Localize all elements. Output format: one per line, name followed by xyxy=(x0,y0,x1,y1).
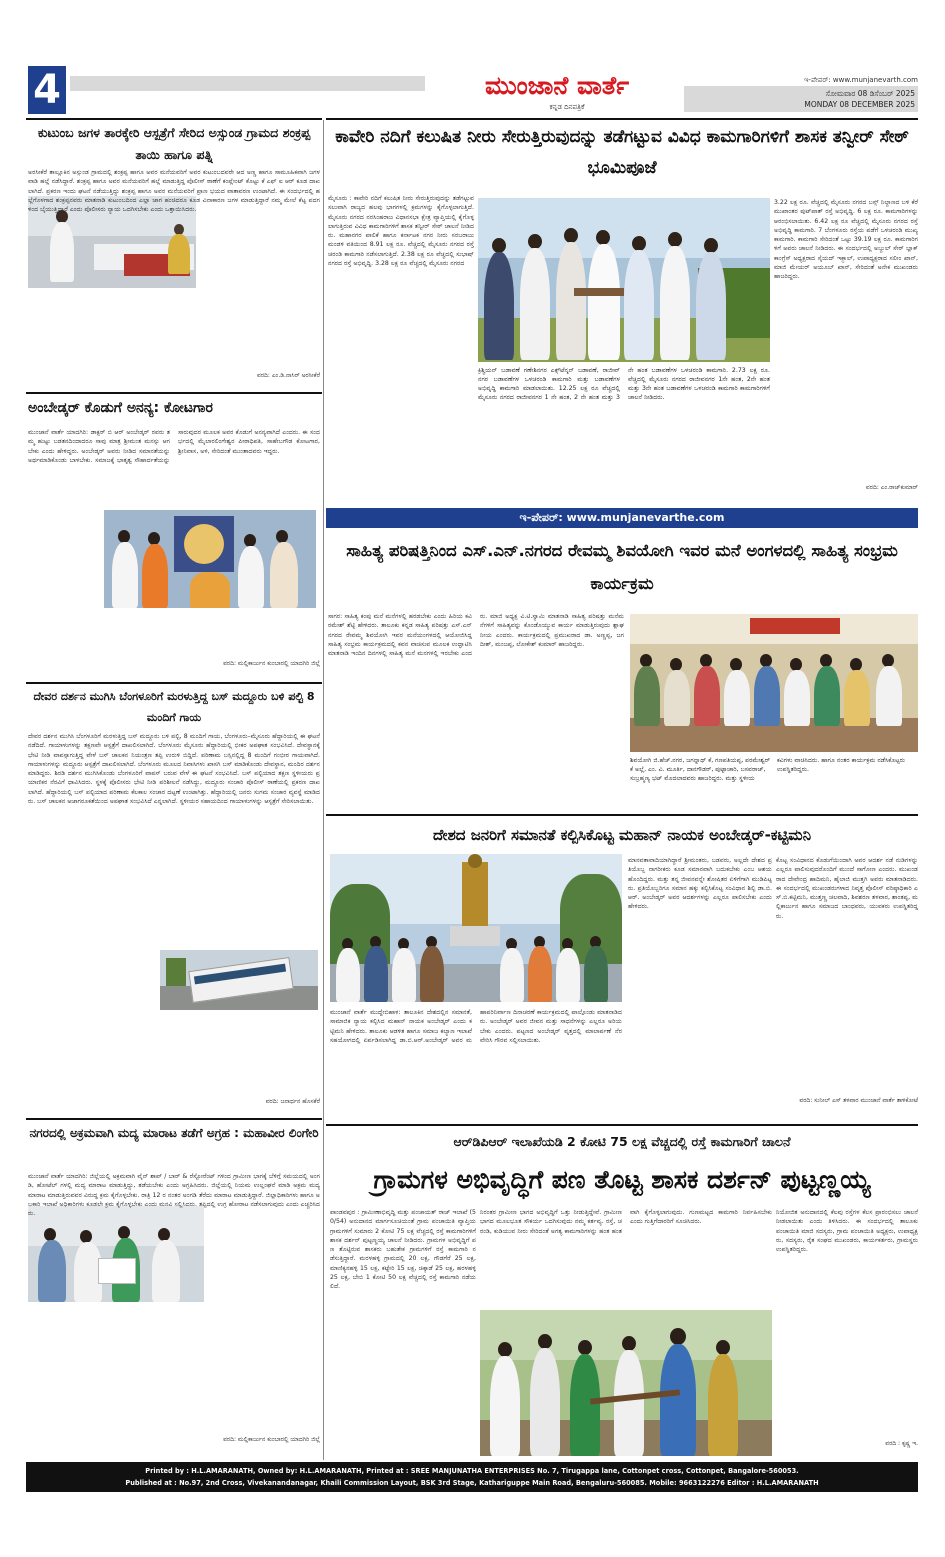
story6-body-mid: ಮಾನವತಾವಾದಿಯಾಗಿದ್ದಾರೆ ಶ್ರೀಮಂತರು, ಬಡವರು, ಅಲ್ಲದೇ ದೇಶದ ಪ್ರತಿಯೊಬ್ಬ ನಾಗರೀಕರು ಕೂಡ ಸಮಾನವಾಗಿ ಬದುಕಬೇಕು ಎಂಬ ಆಶಯ ಹೊಂದಿದ್ದರು. ಮತ್ತು ತನ್ನ ಜೀವನವನ್ನೇ ಶೋಷಿತರ ಏಳಿಗೆಗಾಗಿ ಮುಡಿಪಿಟ್ಟರು. ಪ್ರತಿಯೊಬ್ಬರಿಗೂ ಸಮಾನ ಹಕ್ಕು ಕಲ್ಪಿಸಿಕೊಟ್ಟ ಸಂವಿಧಾನ ಶಿಲ್ಪಿ ಡಾ.ಬಿ.ಆರ್. ಅಂಬೇಡ್ಕರ್ ಅವರ ಆದರ್ಶಗಳನ್ನು ಎಲ್ಲರೂ ಪಾಲಿಸಬೇಕು ಎಂದು ಹೇಳಿದರು. xyxy=(628,857,772,911)
story2-credit: ವರದಿ: ಎಂ.ರಾಜ್‌ಕುಮಾರ್ xyxy=(865,484,918,491)
story2-body-left: ಮೈಸೂರು : ಕಾವೇರಿ ನದಿಗೆ ಕಲುಷಿತ ನೀರು ಸೇರುತ್ತಿರುವುದನ್ನು ತಡೆಗಟ್ಟುವ ಸಲುವಾಗಿ ರಾಜ್ಯದ ಹಲವು ಭಾಗಗಳಲ್ಲಿ ಕ್ರಮಗಳನ್ನು ಕೈಗೊಳ್ಳಲಾಗುತ್ತಿದೆ. ಮೈಸೂರು ನಗರದ ನರಸಿಂಹರಾಜ ವಿಧಾನಸಭಾ ಕ್ಷೇತ್ರ ವ್ಯಾಪ್ತಿಯಲ್ಲಿ ಕೈಗೊಳ್ಳಲಾಗುತ್ತಿರುವ ವಿವಿಧ ಕಾಮಗಾರಿಗಳಿಗೆ ಶಾಸಕ ತನ್ವೀರ್ ಸೇಠ್ ಚಾಲನೆ ನೀಡಿದರು. ಮಹಾನಗರ ಪಾಲಿಕೆ ಹಾಗೂ ಕರ್ನಾಟಕ ನಗರ ನೀರು ಸರಬರಾಜು ಮಂಡಳಿ ವತಿಯಿಂದ 8.91 ಲಕ್ಷ ರೂ. ವೆಚ್ಚದಲ್ಲಿ ಮೈಸೂರು ನಗರದ ರಸ್ತೆ ಚರಂಡಿ ಕಾಮಗಾರಿ ನಡೆಸಲಾಗುತ್ತಿದೆ. 2.38 ಲಕ್ಷ ರೂ ವೆಚ್ಚದಲ್ಲಿ ಸುಭಾಷ್ ನಗರದ ರಸ್ತೆ ಅಭಿವೃದ್ಧಿ. 3.28 ಲಕ್ಷ ರೂ ವೆಚ್ಚದಲ್ಲಿ ಮೈಸೂರು ನಗರದ xyxy=(328,195,474,268)
story8-photo xyxy=(480,1310,772,1456)
masthead-title: ಮುಂಜಾನೆ ವಾರ್ತೆ xyxy=(484,71,630,100)
rule xyxy=(26,1118,322,1120)
story4-credit: ವರದಿ: ಜನಾರ್ಧನ ಹೊಸಕೆರೆ xyxy=(265,1098,320,1105)
epaper-banner xyxy=(326,508,918,528)
story8-headline-1: ಆರ್‌ಡಿಪಿಆರ್ ಇಲಾಖೆಯಡಿ 2 ಕೋಟಿ 75 ಲಕ್ಷ ವೆಚ್ಚದಲ್ಲಿ ರಸ್ತೆ ಕಾಮಗಾರಿಗೆ ಚಾಲನೆ xyxy=(453,1134,791,1149)
story8-headline-2: ಗ್ರಾಮಗಳ ಅಭಿವೃದ್ಧಿಗೆ ಪಣ ತೊಟ್ಟ ಶಾಸಕ ದರ್ಶನ್ ಪುಟ್ಟಣ್ಣಯ್ಯ xyxy=(373,1165,871,1194)
story2-photo xyxy=(478,198,770,362)
imprint-line-1: Printed by : H.L.AMARANATH, Owned by: H.L.AMARANATH, Printed at : SREE MANJUNATHA ENTERPRISES No. 7, Tirugappa lane, Cottonpet cross, Cottonpet, Bangalore-560053. xyxy=(145,1467,799,1475)
masthead-tagline: ಕನ್ನಡ ದಿನಪತ್ರಿಕೆ xyxy=(549,103,585,111)
imprint-footer xyxy=(26,1462,918,1492)
story8-body-right: ನಿಯೋಜಿತ ಅನುದಾನದಲ್ಲಿ ಕೆಲವು ರಸ್ತೆಗಳ ಕೆಲಸ ಪ್ರಾರಂಭಿಸಲು ಚಾಲನೆ ನೀಡಲಾಯಿತು ಎಂದು ತಿಳಿಸಿದರು. ಈ ಸಂದರ್ಭದಲ್ಲಿ ತಾಲೂಕು ಪಂಚಾಯಿತಿ ಮಾಜಿ ಸದಸ್ಯರು, ಗ್ರಾಮ ಪಂಚಾಯಿತಿ ಅಧ್ಯಕ್ಷರು, ಉಪಾಧ್ಯಕ್ಷರು, ಸದಸ್ಯರು, ರೈತ ಸಂಘದ ಮುಖಂಡರು, ಕಾರ್ಯಕರ್ತರು, ಗ್ರಾಮಸ್ಥರು ಉಪಸ್ಥಿತರಿದ್ದರು. xyxy=(776,1209,918,1254)
story3-credit: ವರದಿ: ಮಲ್ಲಿಕಾರ್ಜುನ ಕುಂಬಾರಲ್ಲಿ ಯಾದಗಿರಿ ಜಿಲ್ಲೆ xyxy=(223,660,320,667)
story6-body-bottom: ಮುಂಜಾನೆ ವಾರ್ತೆ ಮುದ್ದೇಬಿಹಾಳ: ತಾಲೂಕಿನ ದೇಶದಲ್ಲಿನ ಸಮಾನತೆ, ಸಾಮಾಜಿಕ ನ್ಯಾಯ ಕಲ್ಪಿಸಿದ ಮಹಾನ್ ನಾಯಕ ಅಂಬೇಡ್ಕರ್ ಎಂದು ಕಟ್ಟಿಮನಿ ಹೇಳಿದರು. ತಾಲೂಕು ಆಡಳಿತ ಹಾಗೂ ಸಮಾಜ ಕಲ್ಯಾಣ ಇಲಾಖೆ ಸಹಯೋಗದಲ್ಲಿ ಏರ್ಪಡಿಸಲಾಗಿದ್ದ ಡಾ.ಬಿ.ಆರ್.ಅಂಬೇಡ್ಕರ್ ಅವರ ಮಹಾಪರಿನಿರ್ವಾಣ ದಿನಾಚರಣೆ ಕಾರ್ಯಕ್ರಮದಲ್ಲಿ ಪಾಲ್ಗೊಂಡು ಮಾತನಾಡಿದರು. ಅಂಬೇಡ್ಕರ್ ಅವರ ಜೀವನ ಮತ್ತು ಸಾಧನೆಗಳನ್ನು ಎಲ್ಲರೂ ಅರಿಯಬೇಕು ಎಂದರು. ಪಟ್ಟಣದ ಅಂಬೇಡ್ಕರ್ ವೃತ್ತದಲ್ಲಿ ಮಾಲಾರ್ಪಣೆ ನೆರವೇರಿಸಿ ಗೌರವ ಸಲ್ಲಿಸಲಾಯಿತು. xyxy=(330,1009,622,1044)
story8-credit: ವರದಿ : ಕೃಷ್ಣ ಇ. xyxy=(885,1440,918,1447)
masthead-rule-left xyxy=(70,76,425,91)
column-divider xyxy=(323,120,324,1460)
story6-headline: ದೇಶದ ಜನರಿಗೆ ಸಮಾನತೆ ಕಲ್ಪಿಸಿಕೊಟ್ಟ ಮಹಾನ್ ನಾಯಕ ಅಂಬೇಡ್ಕರ್-ಕಟ್ಟಿಮನಿ xyxy=(432,826,812,844)
story1-headline: ಕುಟುಂಬ ಜಗಳ ತಾರಕ್ಕೇರಿ ಆಸ್ಪತ್ರೆಗೆ ಸೇರಿದ ಅಸ್ಸುಂಡ ಗ್ರಾಮದ ಶಂಕ್ರಪ್ಪ ತಾಯಿ ಹಾಗೂ ಪತ್ನಿ xyxy=(37,125,311,162)
page-number-box xyxy=(28,66,66,114)
story6-body-right: ಕೊಟ್ಟ ಸಂವಿಧಾನದ ಕೊಡುಗೆಯಿಂದಾಗಿ ಅವರ ಆದರ್ಶ ನಡೆ ನುಡಿಗಳನ್ನು ಎಲ್ಲರೂ ಪಾಲಿಸುವುದರೊಂದಿಗೆ ಮುಂದೆ ಸಾಗೋಣ ಎಂದರು. ಮುಖಂಡರಾದ ದೇವೇಂದ್ರ ಹಾದಿಮನಿ, ಹೈಲಾಜಿ ಮುತ್ತಗಿ ಅವರು ಮಾತನಾಡಿದರು. ಈ ಸಂದರ್ಭದಲ್ಲಿ ಮುಖಂಡರುಗಳಾದ ನಿವೃತ್ತ ಪೊಲೀಸ್ ವರಿಷ್ಠಾಧಿಕಾರಿ ಎಸ್.ಬಿ.ಕಟ್ಟಿಮನಿ, ಮುತ್ತಣ್ಣ ಚಲವಾದಿ, ಶಿವಶರಣ ತಳವಾರ, ಶಾಂತಪ್ಪ, ಮಲ್ಲಿಕಾರ್ಜುನ ಹಾಗೂ ಸಮಾಜದ ಬಾಂಧವರು, ಯುವಕರು ಉಪಸ್ಥಿತರಿದ್ದರು. xyxy=(776,857,918,920)
rule xyxy=(326,1124,918,1126)
story6-photo xyxy=(330,854,622,1002)
story3-photo xyxy=(104,510,316,608)
rule xyxy=(326,814,918,816)
imprint-line-2: Published at : No.97, 2nd Cross, Vivekanandanagar, Khaili Commission Layout, BSK 3rd Stage, Kathariguppe Main Road, Bengaluru-560085. Mobile: 9663122276 Editor : H.L.AMARANATH xyxy=(125,1479,819,1487)
story2-headline: ಕಾವೇರಿ ನದಿಗೆ ಕಲುಷಿತ ನೀರು ಸೇರುತ್ತಿರುವುದನ್ನು ತಡೆಗಟ್ಟುವ ವಿವಿಧ ಕಾಮಗಾರಿಗಳಿಗೆ ಶಾಸಕ ತನ್ವೀರ್ ಸೇಠ್ ಭೂಮಿಪೂಜೆ xyxy=(335,127,909,178)
story5-headline: ಸಾಹಿತ್ಯ ಪರಿಷತ್ತಿನಿಂದ ಎಸ್.ಎನ್.ನಗರದ ರೇವಮ್ಮ ಶಿವಯೋಗಿ ಇವರ ಮನೆ ಅಂಗಳದಲ್ಲಿ ಸಾಹಿತ್ಯ ಸಂಭ್ರಮ ಕಾರ್ಯಕ್ರಮ xyxy=(346,541,898,593)
story7-credit: ವರದಿ: ಮಲ್ಲಿಕಾರ್ಜುನ ಕುಂಬಾರಲ್ಲಿ ಯಾದಗಿರಿ ಜಿಲ್ಲೆ xyxy=(223,1436,320,1443)
masthead-date-box xyxy=(684,86,918,112)
story8-body-left: ಪಾಂಡವಪುರ : ಗ್ರಾಮೀಣಾಭಿವೃದ್ಧಿ ಮತ್ತು ಪಂಚಾಯತ್ ರಾಜ್ ಇಲಾಖೆ (50/54) ಅನುದಾನದ ಮಾರ್ಗಸೂಚಿಯಂತೆ ಗ್ರಾಮ ಪಂಚಾಯಿತಿ ವ್ಯಾಪ್ತಿಯ ಗ್ರಾಮಗಳಿಗೆ ಸುಮಾರು 2 ಕೋಟಿ 75 ಲಕ್ಷ ವೆಚ್ಚದಲ್ಲಿ ರಸ್ತೆ ಕಾಮಗಾರಿಗಳಿಗೆ ಶಾಸಕ ದರ್ಶನ್ ಪುಟ್ಟಣ್ಣಯ್ಯ ಚಾಲನೆ ನೀಡಿದರು. ಗ್ರಾಮಗಳ ಅಭಿವೃದ್ಧಿಗೆ ಪಣ ತೊಟ್ಟಿರುವ ಶಾಸಕರು ಬಹುತೇಕ ಗ್ರಾಮಗಳಿಗೆ ರಸ್ತೆ ಕಾಮಗಾರಿ ನಡೆಸುತ್ತಿದ್ದಾರೆ. ಮರಳಹಳ್ಳಿ ಗ್ರಾಮದಲ್ಲಿ 20 ಲಕ್ಷ, ಗೌಡಗೆರೆ 25 ಲಕ್ಷ, ಮಾಣಿಕ್ಯನಹಳ್ಳಿ 15 ಲಕ್ಷ, ಕಟ್ಟೇರಿ 15 ಲಕ್ಷ, ಚಿಕ್ಕಾಡೆ 25 ಲಕ್ಷ, ಹರಳಹಳ್ಳಿ 25 ಲಕ್ಷ, ಬೇಬಿ 1 ಕೋಟಿ 50 ಲಕ್ಷ ವೆಚ್ಚದಲ್ಲಿ ರಸ್ತೆ ಕಾಮಗಾರಿ ನಡೆಯಲಿದೆ. xyxy=(330,1209,476,1291)
story7-headline: ನಗರದಲ್ಲಿ ಅಕ್ರಮವಾಗಿ ಮದ್ಯ ಮಾರಾಟ ತಡೆಗೆ ಅಗ್ರಹ : ಮಹಾವೀರ ಲಿಂಗೇರಿ xyxy=(29,1126,319,1140)
story3-body: ಮುಂಜಾನೆ ವಾರ್ತೆ ಯಾದಗಿರಿ: ಡಾಕ್ಟರ್ ಬಿ ಆರ್ ಅಂಬೇಡ್ಕರ್ ರವರು ತಮ್ಮ ಹುಟ್ಟು ಬಡತನದಿಂದಾದರೂ ಸಾವು ಮಾತ್ರ ಶ್ರೀಮಂತ ಮನಸ್ಸು ಆಗಬೇಕು ಎಂದು ಹೇಳಿದ್ದರು. ಅಂಬೇಡ್ಕರ್ ಅವರು ನೀಡಿದ ಸಮಾನತೆಯನ್ನು ಅರ್ಥಮಾಡಿಕೊಂಡು ಬಾಳಬೇಕು. ಸಮಾಜಕ್ಕೆ ಭಾತೃತ್ವ ಸೌಹಾರ್ದತೆಯನ್ನು ಸಾರುವುದರ ಮೂಲಕ ಅವರ ಕೊಡುಗೆ ಅನನ್ಯವಾಗಿದೆ ಎಂದರು. ಈ ಸಂದರ್ಭದಲ್ಲಿ ಮೈಲಾರಲಿಂಗೇಶ್ವರ ಪೀಠಾಧಿಪತಿ, ಸಾಹೇಬಗೌಡ ಕೋಟಗಾರ, ಶ್ರೀನಿವಾಸ, ಅಳಿ, ಸೇರಿದಂತೆ ಮುಂತಾದವರು ಇದ್ದರು. xyxy=(28,429,320,464)
story2-body-right: 3.22 ಲಕ್ಷ ರೂ. ವೆಚ್ಚದಲ್ಲಿ ಮೈಸೂರು ನಗರದ ಬಸ್ಸ್ ನಿಲ್ದಾಣದ ಬಳಿ ಕೆರೆ ಮುಖಾಂತರ ಪುಟ್‌ಪಾತ್ ರಸ್ತೆ ಅಭಿವೃದ್ಧಿ. 6 ಲಕ್ಷ ರೂ. ಕಾಮಗಾರಿಗಳನ್ನು ಆರಂಭಿಸಲಾಯಿತು. 6.42 ಲಕ್ಷ ರೂ ವೆಚ್ಚದಲ್ಲಿ ಮೈಸೂರು ನಗರದ ರಸ್ತೆ ಅಭಿವೃದ್ಧಿ ಕಾಮಗಾರಿ. 7 ಬೆಂಗಳೂರು ರಸ್ತೆಯ ಪಡೆಗೆ ಒಳಚರಂಡಿ ಮುಖ್ಯ ಕಾಮಗಾರಿ. ಕಾಮಗಾರಿ ಸೇರಿದಂತೆ ಒಟ್ಟು 39.19 ಲಕ್ಷ ರೂ. ಕಾಮಗಾರಿಗಳಿಗೆ ಅವರು ಚಾಲನೆ ನೀಡಿದರು. ಈ ಸಂದರ್ಭದಲ್ಲಿ ಅಬ್ದುಲ್ ಸೇಠ್ ಬ್ಲಾಕ್ ಕಾಂಗ್ರೆಸ್ ಅಧ್ಯಕ್ಷರಾದ ಸೈಯದ್ ಇಕ್ಬಾಲ್, ಉಪಾಧ್ಯಕ್ಷರಾದ ಸಲೀಂ ಖಾನ್, ಮಾಜಿ ಮೇಯರ್ ಅಯೂಬ್ ಖಾನ್, ಸೇರಿದಂತೆ ಅನೇಕ ಮುಖಂಡರು ಹಾಜರಿದ್ದರು. xyxy=(774,199,918,281)
story4-headline: ದೇವರ ದರ್ಶನ ಮುಗಿಸಿ ಬೆಂಗಳೂರಿಗೆ ಮರಳುತ್ತಿದ್ದ ಬಸ್ ಮದ್ದೂರು ಬಳಿ ಪಲ್ಟಿ 8 ಮಂದಿಗೆ ಗಾಯ xyxy=(33,690,315,724)
rule xyxy=(26,392,322,394)
page-number: 4 xyxy=(33,67,61,113)
rule xyxy=(26,682,322,684)
story2-caption: ಕ್ರಿಶ್ಚಿಯನ್ ಬಡಾವಣೆ ಗಣೇಶಿನಗರ ಎಕ್ಸ್‌ಟೆನ್ಶನ್ ಬಡಾವಣೆ, ರಾಜೀವ್ ನಗರ ಬಡಾವಣೆಗಳ ಒಳಚರಂಡಿ ಕಾಮಗಾರಿ ಮತ್ತು ಬಡಾವಣೆಗಳ ಅಭಿವೃದ್ಧಿ ಕಾಮಗಾರಿ ಮಾಡಲಾಯಿತು. 12.25 ಲಕ್ಷ ರೂ ವೆಚ್ಚದಲ್ಲಿ ಮೈಸೂರು ನಗರದ ರಾಜೀವನಗರ 1 ನೇ ಹಂತ, 2 ನೇ ಹಂತ ಮತ್ತು 3 ನೇ ಹಂತ ಬಡಾವಣೆಗಳ ಒಳಚರಂಡಿ ಕಾಮಗಾರಿ. 2.73 ಲಕ್ಷ ರೂ. ವೆಚ್ಚದಲ್ಲಿ ಮೈಸೂರು ನಗರದ ರಾಜೀವನಗರ 1ನೇ ಹಂತ, 2ನೇ ಹಂತ ಮತ್ತು 3ನೇ ಹಂತ ಬಡಾವಣೆಗಳ ಒಳಚರಂಡಿ ಕಾಮಗಾರಿ ಕಾಮಗಾರಿಗಳಿಗೆ ಚಾಲನೆ ನೀಡಿದರು. xyxy=(478,367,770,401)
date-english: MONDAY 08 DECEMBER 2025 xyxy=(804,100,915,109)
epaper-link: ಇ-ಪೇಪರ್: www.munjanevarthe.com xyxy=(519,511,725,524)
rule xyxy=(326,118,918,120)
story5-body: ಸಾಗರ: ಸಾಹಿತ್ಯ ಕಂಪು ಮನೆ ಮನೆಗಳಲ್ಲಿ ಹರಡಬೇಕು ಎಂದು ಹಿರಿಯ ಕವಿ ರಮೇಶ್ ಶೆಟ್ಟಿ ಹೇಳಿದರು. ತಾಲೂಕು ಕನ್ನಡ ಸಾಹಿತ್ಯ ಪರಿಷತ್ತು ಎಸ್.ಎನ್ ನಗರದ ರೇವಮ್ಮ ಶಿವಯೋಗಿ ಇವರ ಮನೆಯಂಗಳದಲ್ಲಿ ಆಯೋಜಿಸಿದ್ದ ಸಾಹಿತ್ಯ ಸಂಭ್ರಮ ಕಾರ್ಯಕ್ರಮದಲ್ಲಿ ಕವನ ವಾಚಿಸುವ ಮೂಲಕ ಉದ್ಘಾಟಿಸಿ ಮಾತನಾಡಿ ಇಂದಿನ ದಿನಗಳಲ್ಲಿ ಸಾಹಿತ್ಯ ಮನೆ ಮನಗಳಲ್ಲಿ ಇರಬೇಕು ಎಂದರು. ಮಾಜಿ ಅಧ್ಯಕ್ಷ ವಿ.ಟಿ.ಸ್ವಾಮಿ ಮಾತನಾಡಿ ಸಾಹಿತ್ಯ ಪರಿಷತ್ತು ಮನೆಮನೆಗಳಿಗೆ ಸಾಹಿತ್ಯವನ್ನು ಕೊಂಡೊಯ್ಯುವ ಕಾರ್ಯ ಮಾಡುತ್ತಿರುವುದು ಶ್ಲಾಘನೀಯ ಎಂದರು. ಕಾರ್ಯಕ್ರಮದಲ್ಲಿ ಪ್ರಮುಖರಾದ ಡಾ. ಅಣ್ಣಪ್ಪ, ಜಗದೀಶ್, ಮಂಜಪ್ಪ, ಲೋಕೇಶ್ ಕುಮಾರ್ ಹಾಜರಿದ್ದರು. xyxy=(328,613,624,658)
story1-credit: ವರದಿ: ಎಂ.ಡಿ.ನಾಸಿರ್ ಅರಸೀಕೆರೆ xyxy=(257,372,320,379)
story7-body: ಮುಂಜಾನೆ ವಾರ್ತೆ ಯಾದಗಿರಿ: ಜಿಲ್ಲೆಯಲ್ಲಿ ಅಕ್ರಮವಾಗಿ ವೈನ್ ಶಾಪ್ / ಬಾರ್ & ರೆಸ್ಟೋರೆಂಟ್ ಗಳಿಂದ ಗ್ರಾಮೀಣ ಭಾಗಕ್ಕೆ ಬೆಳಿಗ್ಗೆ ಸಮಯದಲ್ಲಿ ಅಂಗಡಿ, ಹೋಟೆಲ್ ಗಳಲ್ಲಿ ಮದ್ಯ ಮಾರಾಟ ಮಾಡುತ್ತಿದ್ದು, ತಡೆಯಬೇಕು ಎಂದು ಅಗ್ರಹಿಸಿದರು. ಜಿಲ್ಲೆಯಲ್ಲಿ ನಿಯಮ ಉಲ್ಲಂಘನೆ ಮಾಡಿ ಅಕ್ರಮ ಮದ್ಯ ಮಾರಾಟ ಮಾಡುತ್ತಿರುವವರ ವಿರುದ್ಧ ಕ್ರಮ ಕೈಗೊಳ್ಳಬೇಕು. ರಾತ್ರಿ 12 ರ ನಂತರ ಅಂಗಡಿ ತೆರೆದು ಮಾರಾಟ ಮಾಡುತ್ತಿದ್ದಾರೆ. ಜಿಲ್ಲಾಧಿಕಾರಿಗಳು ಹಾಗೂ ಅಬಕಾರಿ ಇಲಾಖೆ ಅಧಿಕಾರಿಗಳು ಕೂಡಲೇ ಕ್ರಮ ಕೈಗೊಳ್ಳಬೇಕು ಎಂದು ಮನವಿ ಸಲ್ಲಿಸಿದರು. ತಪ್ಪಿದಲ್ಲಿ ಉಗ್ರ ಹೋರಾಟ ನಡೆಸಲಾಗುವುದು ಎಂದು ಎಚ್ಚರಿಸಿದರು. xyxy=(28,1173,320,1218)
story6-credit: ವರದಿ: ಸುನೀಲ್ ಎಸ್ ತಳವಾರ ಮುಂಜಾನೆ ವಾರ್ತೆ ತಾಳಿಕೋಟೆ xyxy=(799,1097,918,1104)
story3-headline: ಅಂಬೇಡ್ಕರ್ ಕೊಡುಗೆ ಅನನ್ಯ: ಕೋಟಗಾರ xyxy=(28,400,213,416)
date-kannada: ಸೋಮವಾರ 08 ಡಿಸೆಂಬರ್ 2025 xyxy=(825,89,915,98)
story4-body: ದೇವರ ದರ್ಶನ ಮುಗಿಸಿ ಬೆಂಗಳೂರಿಗೆ ಮರಳುತ್ತಿದ್ದ ಬಸ್ ಮದ್ದೂರು ಬಳಿ ಪಲ್ಟಿ, 8 ಮಂದಿಗೆ ಗಾಯ, ಬೆಂಗಳೂರು–ಮೈಸೂರು ಹೆದ್ದಾರಿಯಲ್ಲಿ ಈ ಘಟನೆ ನಡೆದಿದೆ. ಗಾಯಾಳುಗಳನ್ನು ತಕ್ಷಣವೇ ಆಸ್ಪತ್ರೆಗೆ ದಾಖಲಿಸಲಾಗಿದೆ. ಬೆಂಗಳೂರು ಮೈಸೂರು ಹೆದ್ದಾರಿಯಲ್ಲಿ ಭೀಕರ ಅಪಘಾತ ಸಂಭವಿಸಿದೆ. ದೇವಸ್ಥಾನಕ್ಕೆ ಭೇಟಿ ನೀಡಿ ವಾಪಸ್ಸಾಗುತ್ತಿದ್ದ ವೇಳೆ ಬಸ್ ಚಾಲಕನ ನಿಯಂತ್ರಣ ತಪ್ಪಿ ಉರುಳಿ ಬಿದ್ದಿದೆ. ಪರಿಣಾಮ ಬಸ್ಸಿನಲ್ಲಿದ್ದ 8 ಮಂದಿಗೆ ಗಂಭೀರ ಗಾಯವಾಗಿದೆ. ಗಾಯಾಳುಗಳನ್ನು ಮದ್ದೂರು ಆಸ್ಪತ್ರೆಗೆ ದಾಖಲಿಸಲಾಗಿದೆ. ಬೆಂಗಳೂರು ಮೂಲದ ನಿವಾಸಿಗಳು ಖಾಸಗಿ ಬಸ್ ಮಾಡಿಕೊಂಡು ದೇವಸ್ಥಾನ, ಮಂದಿರ ದರ್ಶನ ಮಾಡಿದ್ದರು. ಶಿರಡಿ ದರ್ಶನ ಮುಗಿಸಿಕೊಂಡು ಬೆಂಗಳೂರಿಗೆ ವಾಪಸ್ ಬರುವ ವೇಳೆ ಈ ಘಟನೆ ಸಂಭವಿಸಿದೆ. ಬಸ್ ಪಲ್ಟಿಯಾದ ತಕ್ಷಣ ಸ್ಥಳೀಯರು ಪ್ರಯಾಣಿಕರ ನೆರವಿಗೆ ಧಾವಿಸಿದರು. ಸ್ಥಳಕ್ಕೆ ಪೊಲೀಸರು ಭೇಟಿ ನೀಡಿ ಪರಿಶೀಲನೆ ನಡೆಸಿದ್ದು, ಮದ್ದೂರು ಸಂಚಾರಿ ಪೊಲೀಸ್ ಠಾಣೆಯಲ್ಲಿ ಪ್ರಕರಣ ದಾಖಲಾಗಿದೆ. ಹೆದ್ದಾರಿಯಲ್ಲಿ ಬಸ್ ಪಲ್ಟಿಯಾದ ಪರಿಣಾಮ ಕೆಲಕಾಲ ಸಂಚಾರ ದಟ್ಟಣೆ ಉಂಟಾಗಿತ್ತು. ಹೆದ್ದಾರಿಯಲ್ಲಿ ಜನರು ಸುಗಮ ಸಂಚಾರ ವ್ಯವಸ್ಥೆ ಮಾಡಿದರು. ಬಸ್ ಚಾಲಕನ ಅಜಾಗರೂಕತೆಯಿಂದ ಅಪಘಾತ ಸಂಭವಿಸಿದೆ ಎನ್ನಲಾಗಿದೆ. ಸ್ಥಳೀಯರ ಸಹಾಯದಿಂದ ಗಾಯಾಳುಗಳನ್ನು ಆಸ್ಪತ್ರೆಗೆ ಸೇರಿಸಲಾಯಿತು. xyxy=(28,733,320,806)
rule xyxy=(26,118,322,120)
story4-photo xyxy=(160,950,318,1010)
story5-photo xyxy=(630,614,918,752)
masthead-website: ಇ-ಪೇಪರ್: www.munjanevarth.com xyxy=(804,76,918,84)
story1-body: ಅರಸೀಕೆರೆ ತಾಲ್ಲೂಕಿನ ಅಸ್ಸುಂಡ ಗ್ರಾಮದಲ್ಲಿ ಶಂಕ್ರಪ್ಪ ಹಾಗೂ ಅವರ ಮನೆಯವರಿಗೆ ಅವರ ಕುಟುಂಬದವರೇ ಆದ ಅಣ್ಣ ಹಾಗೂ ಸಾಮೂಹಿಕವಾಗಿ ಜಗಳವಾಡಿ ಹಲ್ಲೆ ನಡೆಸಿದ್ದಾರೆ. ಶಂಕ್ರಪ್ಪ ಹಾಗೂ ಅವರ ಮನೆಯವರಿಗೆ ಹಲ್ಲೆ ಮಾಡುತ್ತಿದ್ದ ಪೊಲೀಸ್ ಠಾಣೆಗೆ ಕಂಪ್ಲೇಂಟ್ ಕೊಟ್ಟು ಕೆ ಎಫ್ ಐ ಆರ್ ಕೂಡ ದಾಖಲಾಗಿದೆ. ಪ್ರಕರಣ ಇಂದು ಘಟನೆ ನಡೆಯುತ್ತಿದ್ದು ಶಂಕ್ರಪ್ಪ ಹಾಗೂ ಅವರ ಮನೆಯವರಿಗೆ ಪ್ರಾಣ ಭಯದ ವಾತಾವರಣ ಉಂಟಾಗಿದೆ. ಈ ಸಂದರ್ಭದಲ್ಲಿ ಹಲ್ಲೆಗೊಳಗಾದ ಶಂಕ್ರಪ್ಪನವರು ಮಾತನಾಡಿ ಕುಟುಂಬದಿಂದ ಎಲ್ಲಾ ಜಾಗ ಹಂಚಿದರೂ ಕೂಡ ವಿನಾಕಾರಣ ಜಗಳ ಮಾಡುತ್ತಿದ್ದಾರೆ ನಮ್ಮ ಮೇಲೆ ಕೆಟ್ಟ ಪದಗಳಿಂದ ಬೈಯುತ್ತಿದ್ದಾರೆ ಎಂದು ಪೊಲೀಸರು ನ್ಯಾಯ ಒದಗಿಸಬೇಕು ಎಂದು ಒತ್ತಾಯಿಸಿದರು. xyxy=(28,169,320,214)
story8-body-mid: ನಿರಂತರ ಗ್ರಾಮೀಣ ಭಾಗದ ಅಭಿವೃದ್ಧಿಗೆ ಒತ್ತು ನೀಡುತ್ತಿದ್ದೇವೆ. ಗ್ರಾಮೀಣ ಭಾಗದ ಮೂಲಭೂತ ಸೌಕರ್ಯ ಒದಗಿಸುವುದು ನಮ್ಮ ಕರ್ತವ್ಯ. ರಸ್ತೆ, ಚರಂಡಿ, ಕುಡಿಯುವ ನೀರು ಸೇರಿದಂತೆ ಅಗತ್ಯ ಕಾಮಗಾರಿಗಳನ್ನು ಹಂತ ಹಂತವಾಗಿ ಕೈಗೊಳ್ಳಲಾಗುವುದು. ಗುಣಮಟ್ಟದ ಕಾಮಗಾರಿ ನಿರ್ವಹಿಸಬೇಕು ಎಂದು ಗುತ್ತಿಗೆದಾರರಿಗೆ ಸೂಚಿಸಿದರು. xyxy=(480,1209,772,1235)
story5-caption: ಶಿವಯೋಗಿ ಜಿ.ಹೆಚ್.ನಗರ, ಜಗನ್ನಾಥ್ ಕೆ, ಗಣಪತಿಯಪ್ಪ, ಪರಮೇಶ್ವರ್ ಕೆ ಅಲ್ಲೆ, ಎಂ. ವಿ. ಮೂರ್ತಿ, ದಾನಗೌಡರ್, ಪುಟ್ಟಾಚಾರಿ, ಬಸವರಾಜ್, ಸುಬ್ರಹ್ಮಣ್ಯ ಭಟ್ ಮೊದಲಾದವರು ಹಾಜರಿದ್ದರು. ಮತ್ತು ಸ್ಥಳೀಯ ಕವಿಗಳು ವಾಚಿಸಿದರು. ಹಾಗೂ ನಂತರ ಕಾರ್ಯಕ್ರಮ ನಡೆಸಿಕೊಟ್ಟರು ಉಪಸ್ಥಿತರಿದ್ದರು. xyxy=(630,757,905,782)
